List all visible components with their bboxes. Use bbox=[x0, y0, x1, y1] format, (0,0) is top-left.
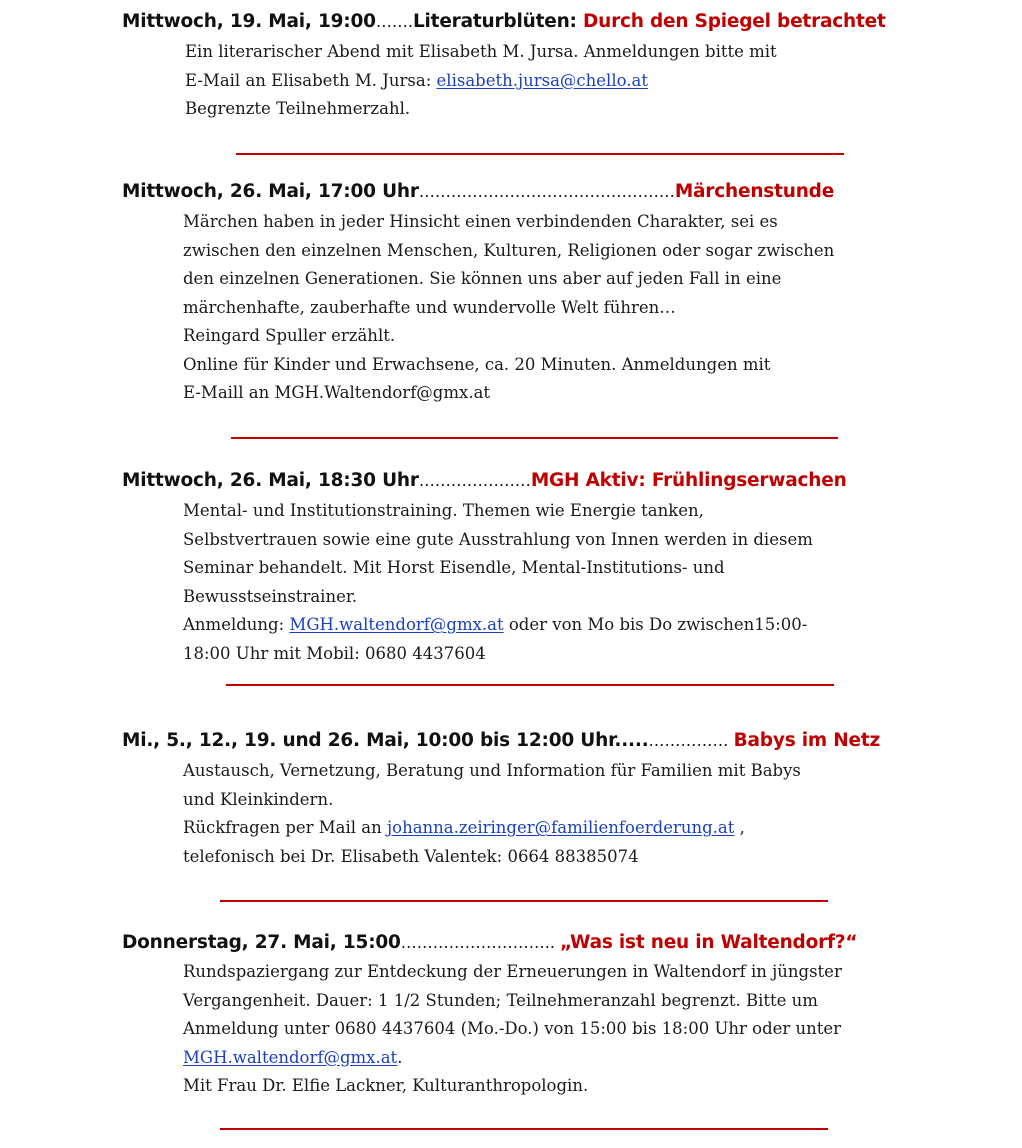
event-description bbox=[183, 757, 801, 871]
description-line: 18:00 Uhr mit Mobil: 0680 4437604 bbox=[183, 643, 486, 663]
event-heading bbox=[122, 931, 857, 955]
leader-dots: ……………………….. bbox=[400, 933, 560, 952]
description-line: Märchen haben in jeder Hinsicht einen verbindenden Charakter, sei es bbox=[183, 212, 778, 231]
description-line: Vergangenheit. Dauer: 1 1/2 Stunden; Teilnehmeranzahl begrenzt. Bitte um bbox=[183, 990, 818, 1010]
event-date: Mi., 5., 12., 19. und 26. Mai, 10:00 bis 12:00 Uhr..... bbox=[122, 730, 649, 751]
event-title: Märchenstunde bbox=[674, 181, 835, 202]
description-line: Rundspaziergang zur Entdeckung der Erneuerungen in Waltendorf in jüngster bbox=[183, 962, 842, 981]
leader-dots: …………… bbox=[648, 731, 734, 750]
separator-line bbox=[236, 153, 844, 155]
leader-dots: ………………… bbox=[418, 471, 531, 490]
event-title: Babys im Netz bbox=[733, 730, 881, 751]
event-heading bbox=[122, 729, 880, 753]
separator-line bbox=[231, 437, 838, 439]
separator-line bbox=[226, 684, 834, 686]
description-line: den einzelnen Generationen. Sie können uns aber auf jeden Fall in eine bbox=[183, 269, 782, 288]
leader-dots: ………………………………………… bbox=[418, 182, 675, 201]
description-line: Mit Frau Dr. Elfie Lackner, Kulturanthropologin. bbox=[183, 1076, 589, 1095]
event-date: Donnerstag, 27. Mai, 15:00 bbox=[122, 932, 401, 953]
event-date: Mittwoch, 26. Mai, 17:00 Uhr bbox=[122, 181, 419, 202]
description-line: märchenhafte, zauberhafte und wundervolle Welt führen… bbox=[183, 297, 676, 317]
description-line: Selbstvertrauen sowie eine gute Ausstrahlung von Innen werden in diesem bbox=[183, 529, 813, 549]
description-line bbox=[185, 67, 777, 96]
description-line: Online für Kinder und Erwachsene, ca. 20 Minuten. Anmeldungen mit bbox=[183, 354, 771, 374]
line-text: Rückfragen per Mail an bbox=[183, 818, 388, 837]
event-date: Mittwoch, 19. Mai, 19:00 bbox=[122, 11, 376, 32]
description-line bbox=[183, 1044, 842, 1073]
event-description bbox=[183, 208, 834, 408]
email-link[interactable]: MGH.waltendorf@gmx.at bbox=[183, 1047, 398, 1067]
description-line: Ein literarischer Abend mit Elisabeth M. Jursa. Anmeldungen bitte mit bbox=[185, 42, 777, 61]
description-line: Begrenzte Teilnehmerzahl. bbox=[185, 99, 411, 118]
description-line: und Kleinkindern. bbox=[183, 789, 334, 809]
event-description bbox=[183, 958, 842, 1101]
email-link[interactable]: MGH.waltendorf@gmx.at bbox=[289, 615, 504, 634]
event-series: Literaturblüten: bbox=[412, 11, 583, 32]
event-title: Durch den Spiegel betrachtet bbox=[582, 11, 886, 32]
description-line: Austausch, Vernetzung, Beratung und Information für Familien mit Babys bbox=[183, 761, 801, 780]
description-line: Mental- und Institutionstraining. Themen wie Energie tanken, bbox=[183, 501, 704, 520]
event-heading bbox=[122, 10, 886, 34]
description-line: telefonisch bei Dr. Elisabeth Valentek: 0664 88385074 bbox=[183, 846, 639, 866]
separator-line bbox=[220, 900, 828, 902]
event-description bbox=[185, 38, 777, 124]
event-title: MGH Aktiv: Frühlingserwachen bbox=[530, 470, 847, 491]
event-heading bbox=[122, 180, 834, 204]
separator-line bbox=[220, 1128, 828, 1130]
description-line: E-Maill an MGH.Waltendorf@gmx.at bbox=[183, 383, 491, 402]
description-line: Reingard Spuller erzählt. bbox=[183, 326, 396, 345]
description-line bbox=[183, 611, 813, 640]
line-text: E-Mail an Elisabeth M. Jursa: bbox=[185, 70, 437, 90]
leader-dots: ……. bbox=[375, 12, 413, 31]
event-date: Mittwoch, 26. Mai, 18:30 Uhr bbox=[122, 470, 419, 491]
line-text: oder von Mo bis Do zwischen15:00- bbox=[503, 615, 808, 634]
description-line: Seminar behandelt. Mit Horst Eisendle, Mental-Institutions- und bbox=[183, 558, 725, 577]
email-link[interactable]: elisabeth.jursa@chello.at bbox=[436, 70, 648, 90]
description-line: zwischen den einzelnen Menschen, Kulturen, Religionen oder sogar zwischen bbox=[183, 240, 835, 260]
description-line: Anmeldung unter 0680 4437604 (Mo.-Do.) von 15:00 bis 18:00 Uhr oder unter bbox=[183, 1019, 842, 1038]
line-text: , bbox=[734, 818, 745, 837]
line-text: . bbox=[397, 1047, 403, 1067]
event-heading bbox=[122, 469, 847, 493]
event-description bbox=[183, 497, 813, 668]
description-line: Bewusstseinstrainer. bbox=[183, 586, 358, 606]
event-title: „Was ist neu in Waltendorf?“ bbox=[560, 932, 858, 953]
description-line bbox=[183, 814, 801, 843]
line-text: Anmeldung: bbox=[183, 615, 290, 634]
email-link[interactable]: johanna.zeiringer@familienfoerderung.at bbox=[387, 818, 735, 837]
